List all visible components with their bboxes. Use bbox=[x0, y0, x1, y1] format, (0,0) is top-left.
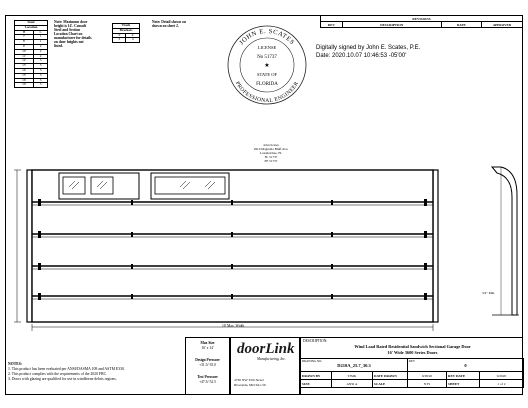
cell: 1 bbox=[34, 40, 48, 45]
engineer-line: John Scates bbox=[263, 143, 279, 147]
drawn-by: TJMK bbox=[332, 372, 373, 380]
width-dimension-label: 16' Max. Width bbox=[222, 324, 245, 328]
test-pressure-label: Test Pressure bbox=[197, 375, 218, 379]
cell: 3 bbox=[34, 64, 48, 69]
size-label: SIZE bbox=[301, 380, 332, 388]
note-line: Note: Maximum door bbox=[54, 20, 88, 24]
scale-value: NTS bbox=[408, 380, 447, 388]
cell: 2 bbox=[34, 49, 48, 54]
cell: 16' bbox=[15, 78, 34, 83]
cell: 2 bbox=[34, 54, 48, 59]
engineer-line: Loxahatchee, FL bbox=[259, 151, 283, 155]
col-l: L bbox=[34, 30, 48, 35]
rev-label: REV bbox=[409, 359, 415, 363]
title-text bbox=[301, 344, 524, 356]
cell: 4 bbox=[126, 38, 140, 43]
cell: 3 bbox=[34, 83, 48, 88]
engineer-line: FL 51737 bbox=[264, 155, 278, 159]
test-pressure-value: +47.3/-52.5 bbox=[199, 379, 216, 384]
note-line: listed. bbox=[54, 44, 64, 48]
rev-date: 9/2020 bbox=[480, 372, 524, 380]
rev-date-label: REV DATE bbox=[447, 372, 480, 380]
company-block bbox=[230, 337, 300, 395]
steel-note bbox=[54, 20, 92, 48]
date-header: DATE bbox=[441, 22, 481, 28]
track-title-2: Brackets bbox=[113, 28, 140, 33]
address-line: 4730 NW 35th Street bbox=[234, 378, 264, 382]
cell: 8' bbox=[15, 40, 34, 45]
note-line: shown on sheet 2. bbox=[152, 24, 179, 28]
track-dimension-label: 3/4" Min. bbox=[482, 291, 496, 295]
approved-header: APPROVED bbox=[481, 22, 522, 28]
notes-block bbox=[8, 362, 125, 382]
logo-wordmark: doorLink bbox=[237, 341, 295, 357]
seal-license: LICENSE bbox=[257, 45, 277, 50]
note-line: Note: Detail shown on bbox=[152, 20, 186, 24]
col-h: H bbox=[15, 30, 34, 35]
title-block bbox=[300, 337, 523, 395]
door-elevation bbox=[5, 165, 523, 335]
title-line-2: 16' Wide 3600 Series Doors bbox=[387, 350, 438, 355]
cell: 3 bbox=[34, 73, 48, 78]
drawing-no: D210A_25.7_30.3 bbox=[337, 363, 371, 368]
drawn-by-label: DRAWN BY bbox=[301, 372, 332, 380]
engineer-line: PE 51737 bbox=[264, 159, 278, 163]
seal-name: JOHN E. SCATES bbox=[238, 27, 296, 47]
seal-state: FLORIDA bbox=[256, 82, 278, 87]
steel-location-table bbox=[14, 20, 48, 88]
cell: 7' bbox=[15, 35, 34, 40]
logo-subtitle: Manufacturing, Inc. bbox=[257, 357, 286, 361]
cell: 3' bbox=[113, 33, 126, 38]
size-value: 16' x 14' bbox=[201, 345, 214, 350]
date-drawn: 9/28/20 bbox=[408, 372, 447, 380]
seal-state-of: STATE OF bbox=[256, 72, 278, 77]
steel-title-2: Location bbox=[15, 25, 48, 30]
pressure-block bbox=[185, 337, 230, 395]
cell: 4' bbox=[126, 33, 140, 38]
title-info-table bbox=[300, 358, 524, 388]
company-address bbox=[234, 378, 266, 387]
scale-label: SCALE bbox=[373, 380, 408, 388]
description-header: DESCRIPTION bbox=[342, 22, 441, 28]
signature-line: Digitally signed by John E. Scates, P.E. bbox=[316, 45, 421, 51]
note-line: manufacturer for details bbox=[54, 36, 92, 40]
notes-title: NOTES: bbox=[8, 362, 23, 366]
engineer-block bbox=[225, 143, 317, 163]
sheet-value: 1 of 2 bbox=[480, 380, 524, 388]
cell: 19' bbox=[15, 83, 34, 88]
size-value: ANSI A bbox=[332, 380, 373, 388]
engineer-line: 2910 Magnolia Bluff Ave. bbox=[253, 147, 289, 151]
cell: 1 bbox=[34, 35, 48, 40]
note-item: 1. This product has been evaluated per ANSI/DASMA 108 and ASTM E330. bbox=[8, 367, 125, 371]
steel-title-1: Steel bbox=[15, 21, 48, 26]
cell: 11' bbox=[15, 54, 34, 59]
signature-date: Date: 2020.10.07 10:46:53 -05'00' bbox=[316, 53, 407, 59]
track-brackets-table bbox=[112, 23, 140, 43]
date-drawn-label: DATE DRAWN bbox=[373, 372, 408, 380]
drawing-no-label: DRAWING NO. bbox=[302, 359, 323, 363]
engineer-seal bbox=[226, 24, 308, 106]
track-note bbox=[152, 20, 186, 28]
design-pressure-value: +31.5/-35.0 bbox=[199, 362, 216, 367]
track-title-1: Track bbox=[113, 24, 140, 29]
seal-bottom: PROFESSIONAL ENGINEER bbox=[233, 80, 301, 105]
cell: 9' bbox=[15, 44, 34, 49]
cell: 13' bbox=[15, 64, 34, 69]
note-line: Location Chart on bbox=[54, 32, 83, 36]
note-line: on door heights not bbox=[54, 40, 84, 44]
address-line: Riverside, MO 641-50 bbox=[234, 382, 266, 387]
note-line: Steel and Section bbox=[54, 28, 81, 32]
cell: 2 bbox=[34, 44, 48, 49]
seal-star: ★ bbox=[264, 63, 270, 69]
rev-header: REV bbox=[321, 22, 343, 28]
company-logo bbox=[237, 342, 295, 361]
cell: 10' bbox=[15, 49, 34, 54]
digital-signature bbox=[316, 44, 420, 60]
cell: 3 bbox=[34, 59, 48, 64]
seal-number: No 51737 bbox=[257, 55, 277, 60]
design-pressure-label: Design Pressure bbox=[195, 358, 220, 362]
cell: 3 bbox=[34, 68, 48, 73]
cell: 15' bbox=[15, 73, 34, 78]
title-line-1: Wind Load Rated Residential Sandwich Sectional Garage Door bbox=[354, 344, 471, 349]
cell: 12' bbox=[15, 59, 34, 64]
size-label: Max Size bbox=[200, 341, 215, 345]
rev-value: 0 bbox=[464, 363, 467, 368]
description-label: DESCRIPTION: bbox=[303, 339, 328, 343]
note-item: 3. Doors with glazing are qualified for use in windborne debris regions. bbox=[8, 377, 117, 381]
note-line: height is 14'. Consult bbox=[54, 24, 87, 28]
cell: 3 bbox=[113, 38, 126, 43]
revisions-table bbox=[320, 15, 523, 28]
cell: 3 bbox=[34, 78, 48, 83]
sheet-label: SHEET bbox=[447, 380, 480, 388]
revisions-title: REVISIONS bbox=[321, 16, 523, 22]
note-item: 2. This product complies with the requirements of the 2020 FBC. bbox=[8, 372, 108, 376]
cell: 14' bbox=[15, 68, 34, 73]
